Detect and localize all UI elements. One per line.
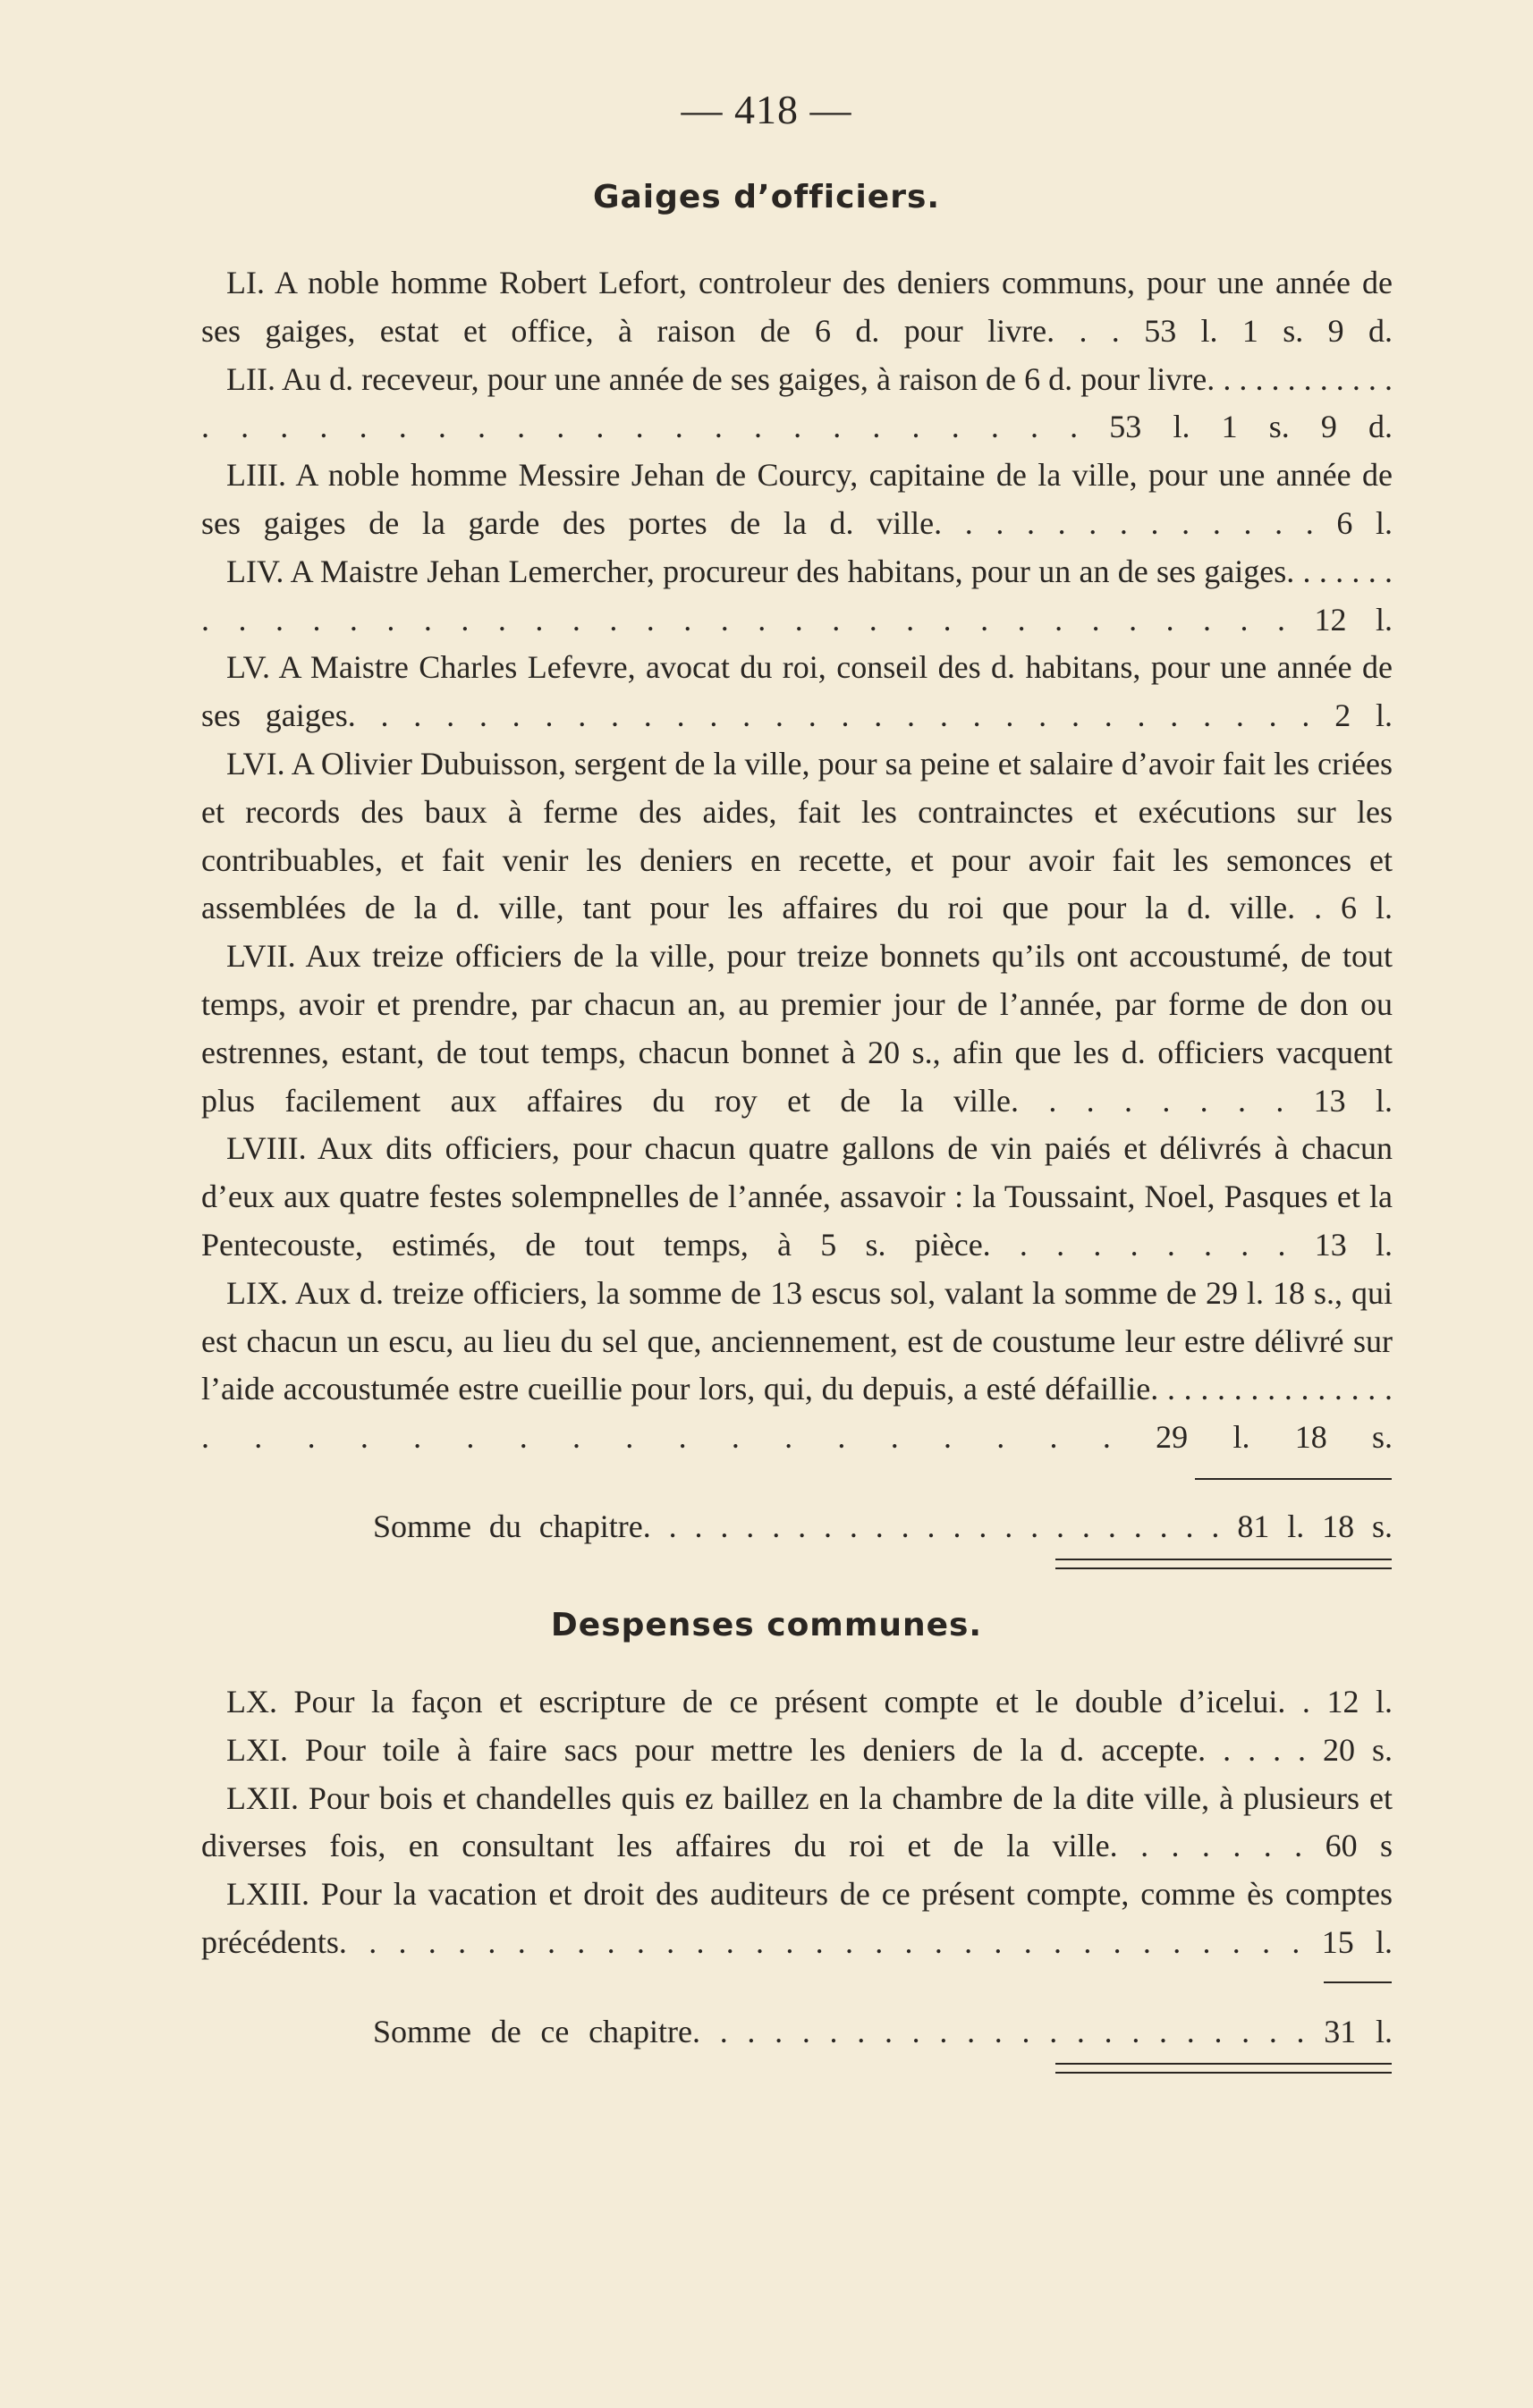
entry-lvii bbox=[201, 933, 1393, 1125]
section-title: Gaiges d’officiers. bbox=[592, 179, 941, 215]
entry-lxiii bbox=[201, 1871, 1393, 1967]
entry-lviii bbox=[201, 1125, 1393, 1269]
double-rule-top bbox=[1055, 2063, 1392, 2065]
entry-lii bbox=[201, 356, 1393, 452]
total-label: Somme du chapitre. . . . . . . . . . . . . . . . . . . . . . . bbox=[373, 1508, 1220, 1544]
entry-text: LVII. Aux treize officiers de la ville, pour treize bonnets qu’ils ont accoustumé, de tout temps, avoir et prendre, par chacun an, au premier jour de l’année, par forme de don ou estrennes, estant, de tout temps, chacun bonnet à 20 s., afin que les d. officiers vacquent plus facilement aux affaires du roy et de la ville. . . . . . . . bbox=[201, 938, 1393, 1119]
entry-text: LIX. Aux d. treize officiers, la somme de 13 escus sol, valant la somme de 29 l. 18 s., qui est chacun un escu, au lieu du sel que, anciennement, est de coustume leur estre délivré sur l’aide accoustumée estre cueillie pour lors, qui, du depuis, a esté défaillie. . . . . . . . . . . . . . . . . . . . . . . . . . . . . . . . . bbox=[201, 1274, 1393, 1456]
entry-lv bbox=[201, 644, 1393, 740]
entry-amount: 2 l. bbox=[1334, 697, 1393, 734]
entry-amount: 13 l. bbox=[1313, 1082, 1393, 1119]
entry-text: LI. A noble homme Robert Lefort, controleur des deniers communs, pour une année de ses gaiges, estat et office, à raison de 6 d. pour livre. . . bbox=[201, 265, 1393, 349]
section-title: Despenses communes. bbox=[550, 1607, 983, 1643]
entry-text: LVI. A Olivier Dubuisson, sergent de la ville, pour sa peine et salaire d’avoir fait les criées et records des baux à ferme des aides, fait les contrainctes et exécutions sur les contribuables, et fait venir les deniers en recette, et pour avoir fait les semonces et assemblées de la d. ville, tant pour les affaires du roi que pour la d. ville. . bbox=[201, 745, 1393, 926]
entry-text: LXI. Pour toile à faire sacs pour mettre les deniers de la d. accepte. . . . . bbox=[226, 1731, 1307, 1768]
entry-liii bbox=[201, 452, 1393, 548]
entry-text: LXII. Pour bois et chandelles quis ez baillez en la chambre de la dite ville, à plusieurs et diverses fois, en consultant les affaires du roi et de la ville. . . . . . . bbox=[201, 1779, 1393, 1864]
entry-lix bbox=[201, 1270, 1393, 1462]
total-amount: 31 l. bbox=[1324, 2014, 1393, 2049]
entry-amount: 12 l. bbox=[1326, 1684, 1393, 1719]
entry-amount: 6 l. bbox=[1341, 890, 1393, 926]
entry-lvi bbox=[201, 740, 1393, 933]
double-rule-bottom bbox=[1055, 2072, 1392, 2074]
double-rule-top bbox=[1055, 1559, 1392, 1560]
entry-text: LIV. A Maistre Jehan Lemercher, procureur des habitans, pour un an de ses gaiges. . . . . . . . . . . . . . . . . . . . . . . . . . . . . . . . . . . . . bbox=[201, 553, 1393, 638]
entry-amount: 12 l. bbox=[1314, 601, 1393, 638]
total-rule bbox=[1324, 1981, 1392, 1983]
entry-lxii bbox=[201, 1775, 1393, 1871]
entry-lxi bbox=[201, 1727, 1393, 1775]
entry-lx bbox=[201, 1678, 1393, 1727]
section-entries bbox=[201, 1678, 1393, 1967]
entry-text: LVIII. Aux dits officiers, pour chacun quatre gallons de vin paiés et délivrés à chacun d’eux aux quatre festes solempnelles de l’année, assavoir : la Toussaint, Noel, Pasques et la Pentecouste, estimés, de tout temps, à 5 s. pièce. . . . . . . . . bbox=[201, 1130, 1393, 1263]
entry-amount: 53 l. 1 s. 9 d. bbox=[1144, 312, 1393, 349]
entry-liv bbox=[201, 548, 1393, 645]
chapter-total bbox=[373, 2007, 1393, 2056]
entry-li bbox=[201, 259, 1393, 356]
page-number: — 418 — bbox=[681, 87, 852, 132]
entry-amount: 29 l. 18 s. bbox=[1156, 1419, 1393, 1456]
entry-text: LV. A Maistre Charles Lefevre, avocat du roi, conseil des d. habitans, pour une année de ses gaiges. . . . . . . . . . . . . . . . . . . . . . . . . . . . . . bbox=[201, 649, 1393, 734]
total-label: Somme de ce chapitre. . . . . . . . . . . . . . . . . . . . . . . bbox=[373, 2014, 1305, 2049]
entry-text: LX. Pour la façon et escripture de ce présent compte et le double d’icelui. . bbox=[226, 1684, 1310, 1719]
entry-amount: 15 l. bbox=[1321, 1923, 1393, 1960]
entry-amount: 6 l. bbox=[1336, 504, 1393, 541]
entry-amount: 60 s bbox=[1325, 1828, 1393, 1864]
total-rule bbox=[1195, 1478, 1392, 1480]
entry-text: LIII. A noble homme Messire Jehan de Courcy, capitaine de la ville, pour une année de ses gaiges de la garde des portes de la d. ville. . . . . . . . . . . . . bbox=[201, 457, 1393, 541]
entry-text: LXIII. Pour la vacation et droit des auditeurs de ce présent compte, comme ès comptes précédents. . . . . . . . . . . . . . . . . . . . . . . . . . . . . . . . . bbox=[201, 1876, 1393, 1960]
entry-amount: 20 s. bbox=[1323, 1731, 1393, 1768]
entry-text: LII. Au d. receveur, pour une année de ses gaiges, à raison de 6 d. pour livre. . . . . . . . . . . . . . . . . . . . . . . . . . . . . . . . . . . bbox=[201, 360, 1393, 445]
chapter-total bbox=[373, 1502, 1393, 1550]
double-rule-bottom bbox=[1055, 1567, 1392, 1569]
entry-amount: 13 l. bbox=[1314, 1226, 1393, 1263]
total-amount: 81 l. 18 s. bbox=[1237, 1508, 1393, 1544]
section-entries bbox=[201, 259, 1393, 1462]
entry-amount: 53 l. 1 s. 9 d. bbox=[1109, 409, 1393, 445]
